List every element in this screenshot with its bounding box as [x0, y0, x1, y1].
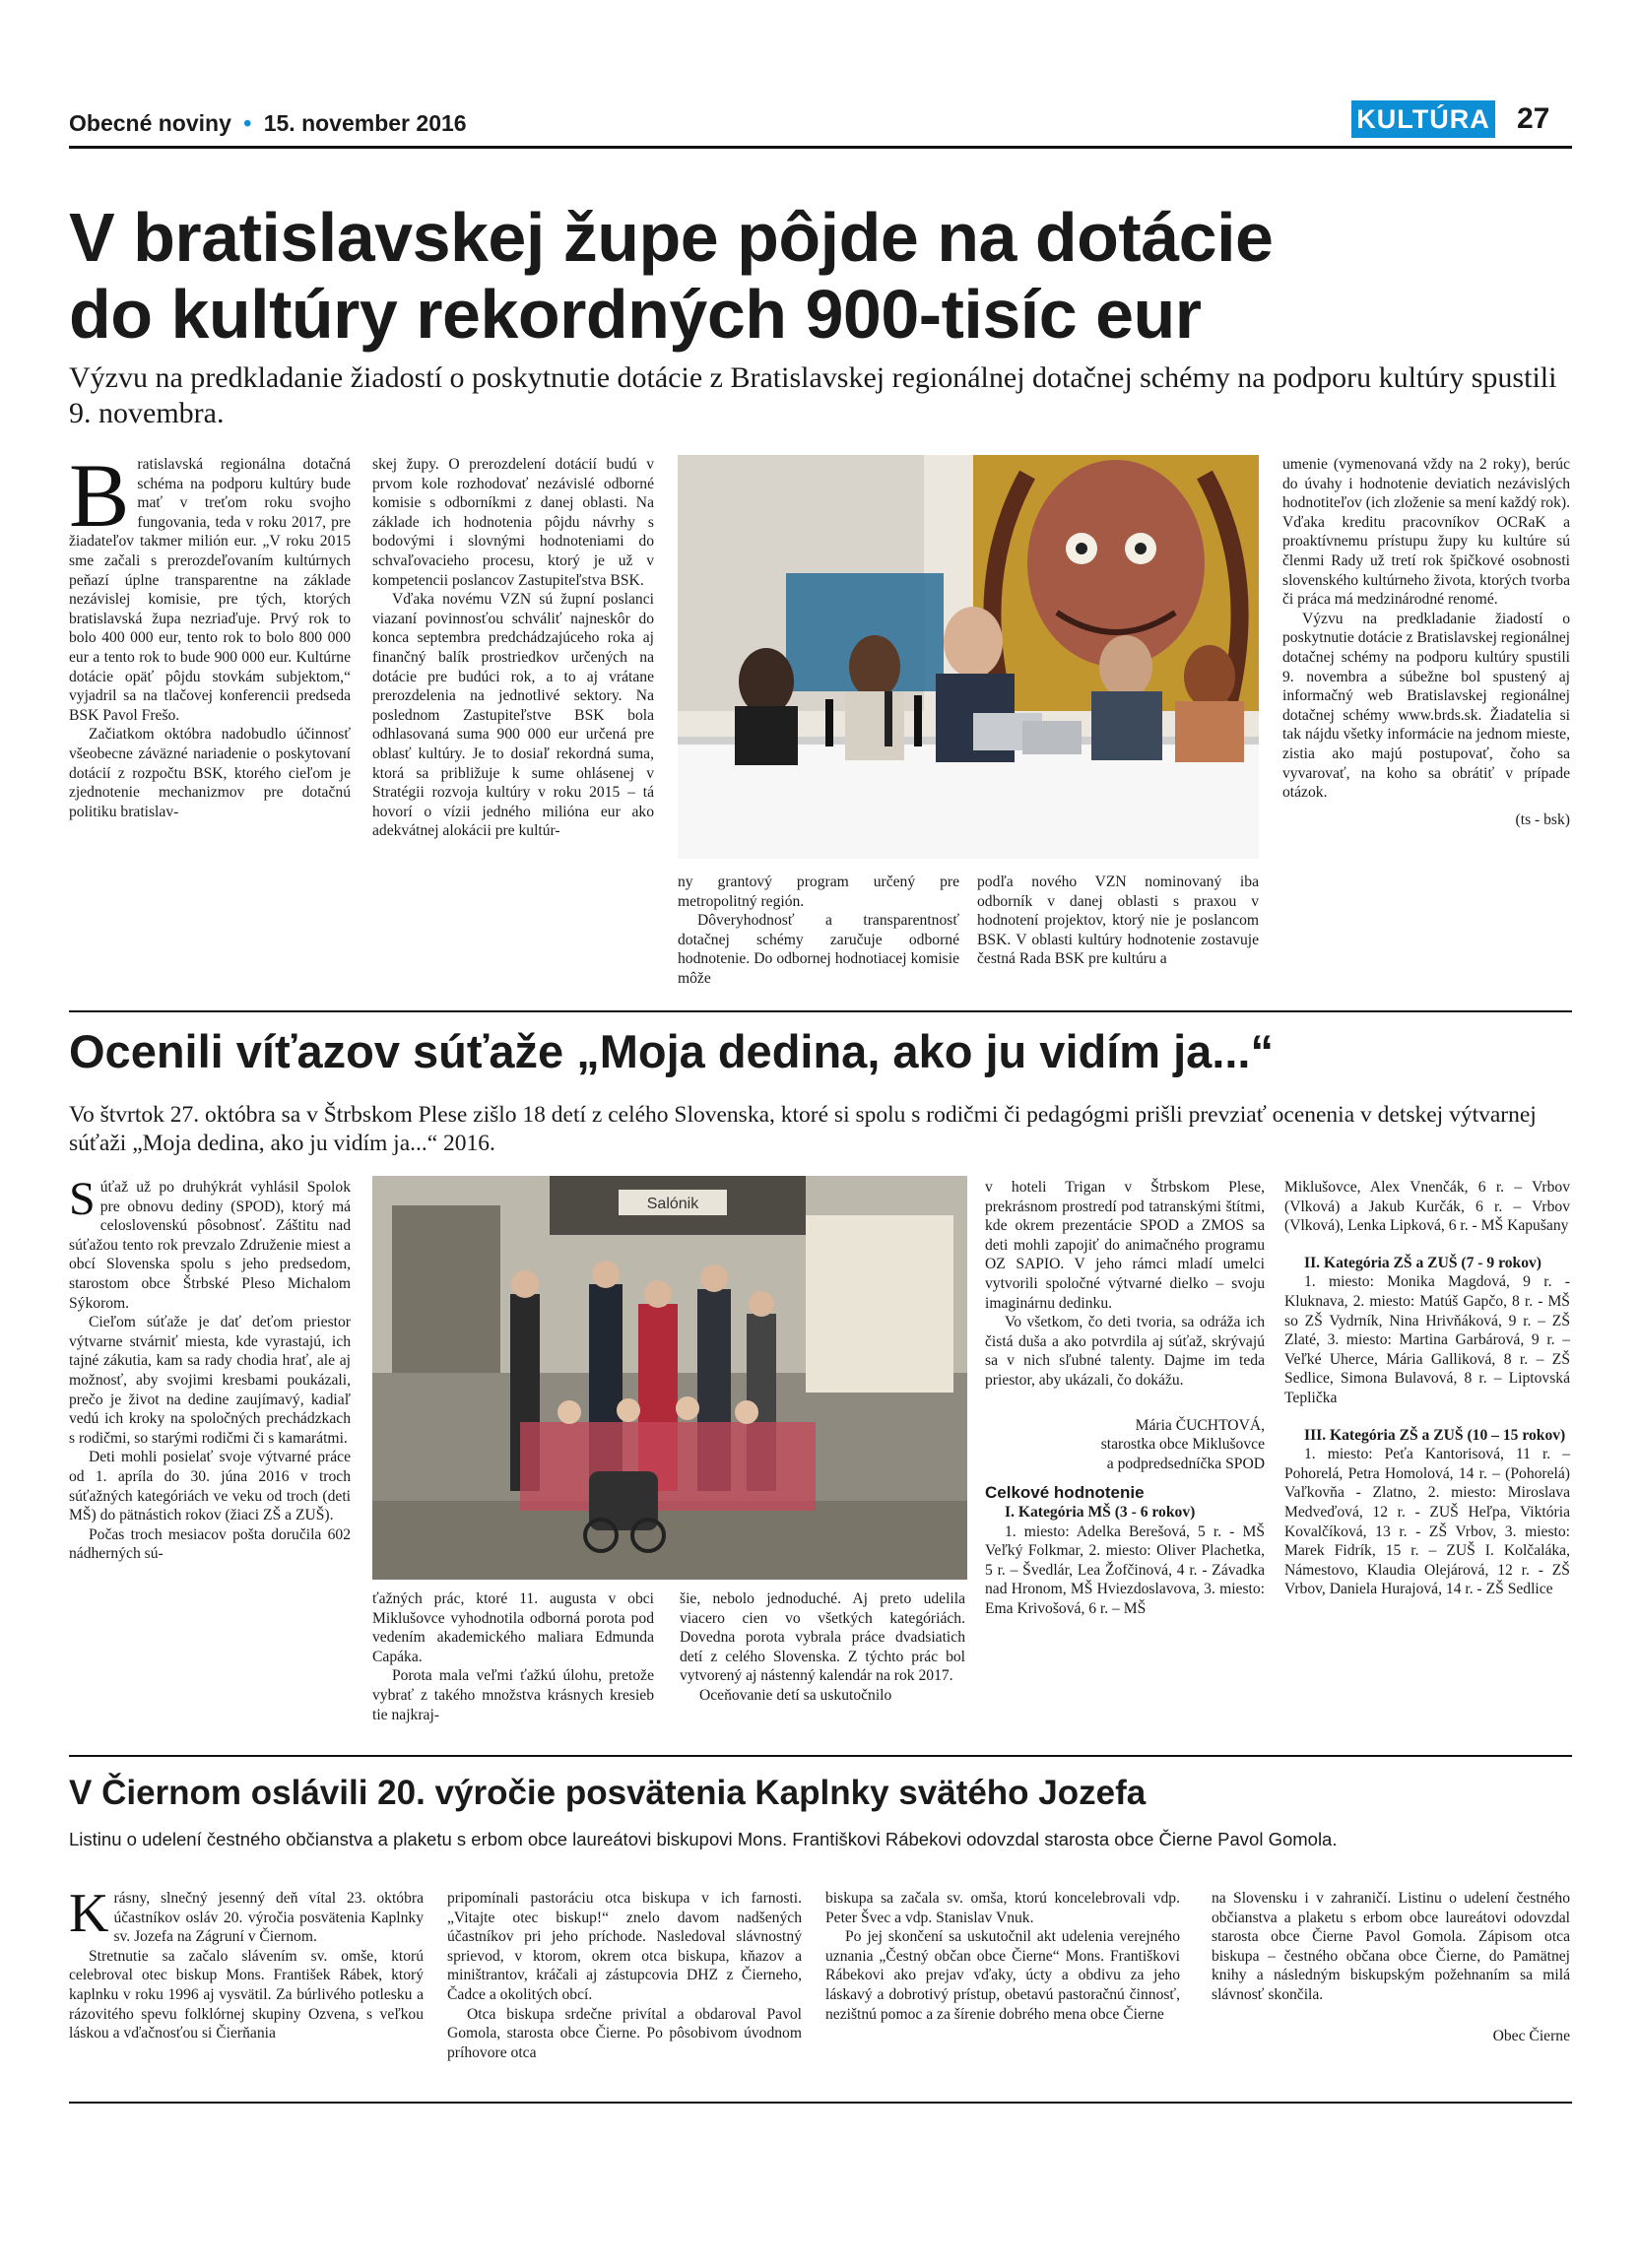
article1-headline — [69, 199, 1576, 353]
article2-paragraph: Vo všetkom, čo deti tvoria, sa odráža ich čistá duša a ako potvrdila aj súťaž, skrývajú sa v nich sľubné talenty. Dajme im teda priestor, aby ukázali, čo dokážu. — [985, 1314, 1265, 1389]
article1-paragraph: ny grantový program určený pre metropolitný región. — [678, 874, 959, 910]
salonik-sign: Salónik — [646, 1196, 699, 1212]
article3-column-3 — [825, 1889, 1180, 2024]
article2-column-4 — [985, 1178, 1265, 1618]
article2-paragraph: úťaž už po druhýkrát vyhlásil Spolok pre obnovu dediny (SPOD), ktorý má celoslovenskú pôsobnosť. Záštitu nad súťažou tento rok prevzalo Združenie miest a obcí Slovenska spolu s jeho predsedom, starostom obce Štrbské Pleso Michalom Sýkorom. — [69, 1179, 351, 1312]
award-ceremony-photo — [372, 1176, 967, 1580]
results-heading: Celkové hodnotenie — [985, 1483, 1145, 1503]
article1-paragraph: ratislavská regionálna dotačná schéma na podporu kultúry bude mať v treťom roku svojho fungovania, teda v roku 2017, pre žiadateľov takmer milión eur. „V roku 2015 sme začali s prerozdeľovaním kultúrnych peňazí úplne transparentne na základe nezávislej komisie, pre tých, ktorých bratislavská župa nezriaďuje. Prvý rok to bolo 400 000 eur, tento rok to bolo 800 000 eur a tento rok to bude 900 000 eur. Kultúrne dotácie opäť pôjdu stovkám subjektom,“ vyjadril sa na tlačovej konferencii predseda BSK Pavol Frešo. — [69, 456, 351, 724]
article1-column-2 — [372, 455, 654, 841]
article3-paragraph: pripomínali pastoráciu otca biskupa v ich farnosti. „Vitajte otec biskup!“ znelo davom nadšených účastníkov pri jeho príchode. Nasledoval slávnostný sprievod, v ktorom, okrem otca biskupa, kňazov a miništrantov, kráčali aj zástupcovia DHZ z Čierneho, Čadce a okolitých obcí. — [447, 1890, 802, 2003]
article2-author-role: starostka obce Miklušovce — [1100, 1436, 1265, 1454]
article2-column-2 — [372, 1589, 654, 1724]
article1-headline-line2: do kultúry rekordných 900-tisíc eur — [69, 276, 1202, 353]
category1-results-cont: Miklušovce, Alex Vnenčák, 6 r. – Vrbov (Vlková) a Jakub Kurčák, 6 r. – Vrbov (Vlková), Lenka Lipková, 6 r. - MŠ Kapušany — [1284, 1179, 1570, 1235]
article2-author-role: a podpredsedníčka SPOD — [1106, 1455, 1265, 1472]
category3-heading: III. Kategória ZŠ a ZUŠ (10 – 15 rokov) — [1304, 1426, 1566, 1444]
issue-date: 15. november 2016 — [263, 110, 467, 136]
article3-column-1 — [69, 1883, 424, 2043]
press-conference-illustration — [678, 455, 1259, 859]
article2-paragraph: Počas troch mesiacov pošta doručila 602 nádherných sú- — [69, 1525, 351, 1563]
article1-column-5 — [1282, 455, 1570, 829]
article2-paragraph: Oceňovanie detí sa uskutočnilo — [699, 1686, 892, 1704]
article3-headline: V Čiernom oslávili 20. výročie posvätenia Kaplnky svätého Jozefa — [69, 1774, 1147, 1812]
page-number: 27 — [1517, 102, 1550, 135]
press-conference-photo — [678, 455, 1259, 859]
award-ceremony-illustration — [372, 1176, 967, 1580]
article-divider — [69, 1755, 1572, 1757]
article2-lead: Vo štvrtok 27. októbra sa v Štrbskom Plese zišlo 18 detí z celého Slovenska, ktoré si spolu s rodičmi či pedagógmi prišli prevziať ocenenia v detskej výtvarnej súťaži „Moja dedina, ako ju vidím ja...“ 2016. — [69, 1102, 1537, 1156]
article1-paragraph: podľa nového VZN nominovaný iba odborník v danej oblasti s praxou v hodnotení projektov, ktorý nie je poslancom BSK. V oblasti kultúry hodnotenie zostavuje čestná Rada BSK pre kultúru a — [977, 874, 1259, 968]
article1-paragraph: umenie (vymenovaná vždy na 2 roky), berúc do úvahy i hodnotenie deviatich nezávislých hodnotiteľov (ich zloženie sa mení každý rok). Vďaka kreditu pracovníkov OCRaK a proaktívnemu prístupu župy ku kultúre sú členmi Rady už tretí rok špičkové osobnosti slovenského kultúrneho života, ktorých tvorba či práca má medzinárodné renomé. — [1282, 456, 1570, 609]
article1-paragraph: skej župy. O prerozdelení dotácií budú v prvom kole rozhodovať nezávislé odborné komisie s odborníkmi z danej oblasti. Na základe ich hodnotenia pôjdu návrhy s bodovými i slovnými hodnoteniami do schvaľovacieho procesu, ktorý je už v kompetencii poslancov Zastupiteľstva BSK. — [372, 456, 654, 589]
article3-dropcap: K — [69, 1883, 109, 1944]
article2-paragraph: Cieľom súťaže je dať deťom priestor výtvarne stvárniť miesta, kde vyrastajú, ich tajné zákutia, kam sa rady chodia hrať, ale aj možnosť, aby svojimi kresbami poukázali, prečo je život na dedine zaujímavý, kadiaľ vedú ich kroky na spoločných prechádzkach s rodičmi, so starými rodičmi či s kamarátmi. — [69, 1314, 351, 1447]
article1-column-1 — [69, 445, 351, 821]
article1-paragraph: Dôveryhodnosť a transparentnosť dotačnej schémy zaručuje odborné hodnotenie. Do odbornej hodnotiacej komisie môže — [678, 912, 959, 987]
article2-paragraph: šie, nebolo jednoduché. Aj preto udelila viacero cien vo všetkých kategóriách. Dovedna porota vybrala práce dvadsiatich detí z celého Slovenska. Z týchto prác bol vytvorený aj nástenný kalendár na rok 2017. — [680, 1590, 965, 1685]
article3-column-2 — [447, 1889, 802, 2062]
article2-headline: Ocenili víťazov súťaže „Moja dedina, ako ju vidím ja...“ — [69, 1025, 1274, 1077]
article1-dropcap: B — [69, 445, 130, 546]
page-header — [69, 110, 467, 137]
category2-results: 1. miesto: Monika Magdová, 9 r. - Kluknava, 2. miesto: Matúš Gapčo, 8 r. - MŠ so ZŠ Vydrník, Nina Hrivňáková, 9 r. – ZŠ Zlaté, 3. miesto: Martina Garbárová, 9 r. – Veľké Uherce, Mária Galliková, 8 r. – ZŠ Sedlice, Simona Bulavová, 8 r. – Liptovská Teplička — [1284, 1273, 1570, 1406]
article1-lead: Výzvu na predkladanie žiadostí o poskytnutie dotácie z Bratislavskej regionálnej dotačnej schémy na podporu kultúry spustili 9. novembra. — [69, 361, 1557, 429]
category3-results: 1. miesto: Peťa Kantorisová, 11 r. – Pohorelá, Petra Homolová, 14 r. – (Pohorelá) Vaľkovňa - Zlatno, 2. miesto: Miroslava Medveďová, 12 r. - ZUŠ Heľpa, Viktória Kovalčíková, 13 r. - ZŠ Vrbov, 3. miesto: Marek Fidrík, 15 r. – ZUŠ I. Kolčaláka, Námestovo, Klaudia Olejárová, 12 r. - ZŠ Vrbov, Daniela Hurajová, 14 r. - ZŠ Sedlice — [1284, 1446, 1570, 1598]
article3-lead: Listinu o udelení čestného občianstva a plaketu s erbom obce laureátovi biskupovi Mons. Františkovi Rábekovi odovzdal starosta obce Čierne Pavol Gomola. — [69, 1829, 1338, 1849]
article2-dropcap: S — [69, 1173, 96, 1225]
section-badge: KULTÚRA — [1351, 100, 1495, 138]
category1-results: 1. miesto: Adelka Berešová, 5 r. - MŠ Veľký Folkmar, 2. miesto: Oliver Plachetka, 5 r. – Švedlár, Lea Žofčinová, 4 r. - Závadka nad Hronom, MŠ Hviezdoslavova, 3. miesto: Ema Krivošová, 6 r. – MŠ — [985, 1523, 1265, 1617]
article1-column-4 — [977, 873, 1259, 969]
article2-paragraph: Porota mala veľmi ťažkú úlohu, pretože vybrať z takého množstva krásnych kresieb tie najkraj- — [372, 1667, 654, 1723]
article2-author: Mária ČUCHTOVÁ, — [1135, 1416, 1265, 1434]
article2-column-5 — [1284, 1178, 1570, 1599]
article3-paragraph: Otca biskupa srdečne privítal a obdaroval Pavol Gomola, starosta obce Čierne. Po pôsobivom úvodnom príhovore otca — [447, 2005, 802, 2061]
article1-paragraph: Vďaka novému VZN sú župní poslanci viazaní povinnosťou schváliť najneskôr do konca septembra predchádzajúceho roka aj finančný balík prostriedkov určených na dotácie pre budúci rok, a to aj vrátane prerozdelenia na jednotlivé sektory. Na poslednom Zastupiteľstve BSK bola odhlasovaná suma 900 000 eur určená pre oblasť kultúry. Je to dosiaľ rekordná suma, ktorá sa približuje k sume ohlásenej v Stratégii rozvoja kultúry v roku 2015 – tá hovorí o vízii jedného milióna eur ako adekvátnej alokácii pre kultúr- — [372, 591, 654, 840]
header-rule — [69, 146, 1572, 149]
article2-paragraph: ťažných prác, ktoré 11. augusta v obci Miklušovce vyhodnotila odborná porota pod vedením akademického maliara Edmunda Capáka. — [372, 1590, 654, 1665]
article1-signature: (ts - bsk) — [1515, 810, 1570, 828]
article1-headline-line1: V bratislavskej župe pôjde na dotácie — [69, 199, 1274, 276]
article2-column-1 — [69, 1173, 351, 1564]
footer-rule — [69, 2102, 1572, 2104]
article1-paragraph: Začiatkom októbra nadobudlo účinnosť všeobecne záväzné nariadenie o poskytovaní dotácií z rozpočtu BSK, ktorého cieľom je zjednotenie mechanizmov pre dotačnú politiku bratislav- — [69, 726, 351, 820]
header-dot: • — [243, 110, 252, 136]
article3-column-4 — [1212, 1889, 1570, 2045]
publication-name: Obecné noviny — [69, 110, 231, 136]
article2-paragraph: v hoteli Trigan v Štrbskom Plese, prekrásnom prostredí pod tatranskými štítmi, kde okrem prezentácie SPOD a ZMOS sa deti mohli zapojiť do animačného programu OZ SAPIO. V jeho rámci mladí umelci vytvorili spoločné výtvarné dielko – svoju imaginárnu dedinku. — [985, 1179, 1265, 1312]
article3-paragraph: na Slovensku i v zahraničí. Listinu o udelení čestného občianstva a plaketu s erbom obce laureátovi odovzdal starosta obce Čierne Pavol Gomola. Zápisom otca biskupa – čestného občana obce Čierne, do Pamätnej knihy a následným biskupským požehnaním sa milá slávnosť skončila. — [1212, 1890, 1570, 2003]
article-divider — [69, 1010, 1572, 1012]
article1-paragraph: Výzvu na predkladanie žiadostí o poskytnutie dotácie z Bratislavskej regionálnej dotačnej schémy na podporu kultúry spustili 9. novembra a súbežne bol spustený aj informačný web Bratislavskej regionálnej dotačnej schémy www.brds.sk. Žiadatelia si tak nájdu všetky informácie na jednom mieste, zistia ako majú postupovať, čoho sa vyvarovať, na koho sa obrátiť v prípade otázok. — [1282, 610, 1570, 802]
article3-paragraph: rásny, slnečný jesenný deň vítal 23. októbra účastníkov osláv 20. výročia posvätenia Kaplnky sv. Jozefa na Zágruní v Čiernom. — [113, 1890, 424, 1946]
article1-column-3 — [678, 873, 959, 989]
article3-paragraph: Stretnutie sa začalo slávením sv. omše, ktorú celebroval otec biskup Mons. František Rábek, ktorý kaplnku v roku 1996 aj vysvätil. Za búrlivého potlesku a rázovitého spevu folklórnej skupiny Ozvena, s veľkou láskou a vďačnosťou si Čierňania — [69, 1947, 424, 2042]
article3-signature: Obec Čierne — [1492, 2027, 1570, 2044]
article2-paragraph: Deti mohli posielať svoje výtvarné práce od 1. apríla do 30. júna 2016 v troch súťažných kategóriách ve veku od troch (deti MŠ) do pätnástich rokov (žiaci ZŠ a ZUŠ). — [69, 1449, 351, 1524]
article3-paragraph: biskupa sa začala sv. omša, ktorú koncelebrovali vdp. Peter Švec a vdp. Stanislav Vnuk. — [825, 1890, 1180, 1926]
article2-column-3 — [680, 1589, 965, 1706]
article3-paragraph: Po jej skončení sa uskutočnil akt udelenia verejného uznania „Čestný občan obce Čierne“ Mons. Františkovi Rábekovi ako prejav vďaky, úcty a obdivu za jeho láskavý a dobrotivý prístup, obetavú pastoračnú činnosť, nezištnú pomoc a za šírenie dobrého mena obce Čierne — [825, 1928, 1180, 2023]
category2-heading: II. Kategória ZŠ a ZUŠ (7 - 9 rokov) — [1304, 1254, 1542, 1271]
category1-heading: I. Kategória MŠ (3 - 6 rokov) — [1005, 1503, 1196, 1521]
